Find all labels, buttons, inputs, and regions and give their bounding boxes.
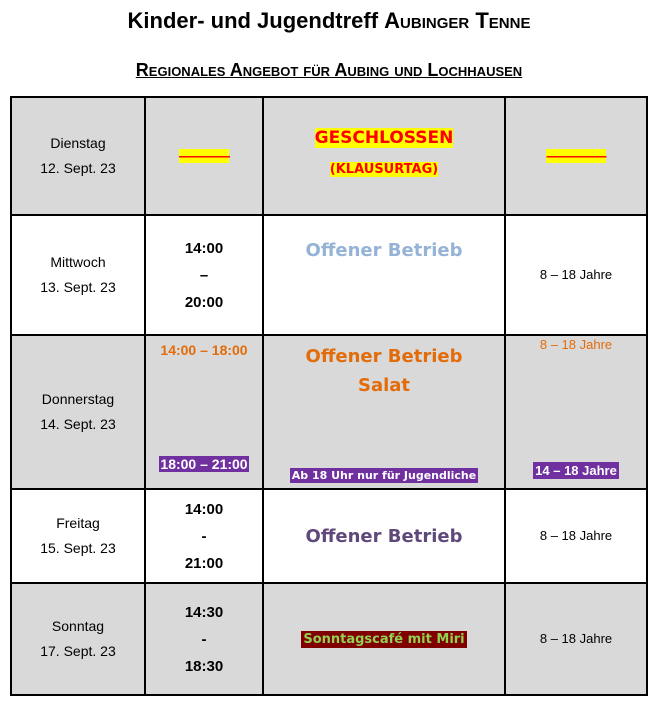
age-range: 8 – 18 Jahre bbox=[539, 631, 613, 646]
closed-label: GESCHLOSSEN bbox=[314, 128, 454, 148]
time-cell bbox=[145, 215, 263, 335]
time-youth: 18:00 – 21:00 bbox=[160, 456, 248, 472]
time-start: 14:00 bbox=[184, 239, 224, 257]
age-cell bbox=[505, 97, 647, 215]
table-row-sunday bbox=[11, 583, 647, 695]
schedule-table bbox=[10, 96, 648, 696]
age-cell bbox=[505, 583, 647, 695]
time-start: 14:00 bbox=[184, 500, 224, 518]
age-cell bbox=[505, 335, 647, 489]
program-extra: Salat bbox=[357, 375, 411, 396]
day-name: Freitag bbox=[56, 515, 100, 531]
title-part-2: Aubinger Tenne bbox=[384, 8, 531, 33]
program-cell bbox=[263, 489, 505, 583]
time-end: 18:30 bbox=[184, 657, 224, 675]
day-name: Dienstag bbox=[50, 135, 106, 151]
day-cell bbox=[11, 489, 145, 583]
table-row-tuesday bbox=[11, 97, 647, 215]
time-cell bbox=[145, 583, 263, 695]
program-label: Offener Betrieb bbox=[305, 346, 463, 367]
day-name: Mittwoch bbox=[50, 254, 106, 270]
day-date: 13. Sept. 23 bbox=[40, 279, 116, 295]
day-date: 14. Sept. 23 bbox=[40, 416, 116, 432]
time-end: 20:00 bbox=[184, 293, 224, 311]
day-cell bbox=[11, 215, 145, 335]
time-separator: - bbox=[201, 630, 207, 648]
age-youth: 14 – 18 Jahre bbox=[535, 463, 617, 478]
age-cell bbox=[505, 215, 647, 335]
day-cell bbox=[11, 97, 145, 215]
program-label: Offener Betrieb bbox=[305, 240, 463, 261]
age-placeholder: -------------------- bbox=[546, 149, 606, 163]
program-cell bbox=[263, 583, 505, 695]
title-part-1: Kinder- und Jugendtreff bbox=[127, 8, 385, 33]
time-placeholder: ----------------- bbox=[178, 149, 230, 163]
program-cell bbox=[263, 335, 505, 489]
day-name: Donnerstag bbox=[41, 391, 115, 407]
day-date: 15. Sept. 23 bbox=[40, 540, 116, 556]
table-row-thursday bbox=[11, 335, 647, 489]
age-range: 8 – 18 Jahre bbox=[539, 267, 613, 282]
time-end: 21:00 bbox=[184, 554, 224, 572]
time-cell bbox=[145, 335, 263, 489]
table-row-friday bbox=[11, 489, 647, 583]
program-cell bbox=[263, 97, 505, 215]
time-separator: - bbox=[201, 527, 207, 545]
program-cell bbox=[263, 215, 505, 335]
day-date: 17. Sept. 23 bbox=[40, 643, 116, 659]
program-label: Sonntagscafé mit Miri bbox=[303, 632, 465, 647]
age-cell bbox=[505, 489, 647, 583]
day-cell bbox=[11, 583, 145, 695]
time-separator: – bbox=[199, 266, 209, 284]
youth-note: Ab 18 Uhr nur für Jugendliche bbox=[291, 469, 477, 482]
time-cell bbox=[145, 489, 263, 583]
page-subtitle: Regionales Angebot für Aubing und Lochhausen bbox=[135, 60, 523, 80]
page-title bbox=[0, 8, 658, 34]
age-range: 8 – 18 Jahre bbox=[539, 528, 613, 543]
day-date: 12. Sept. 23 bbox=[40, 160, 116, 176]
day-cell bbox=[11, 335, 145, 489]
table-row-wednesday bbox=[11, 215, 647, 335]
day-name: Sonntag bbox=[51, 618, 105, 634]
time-start: 14:30 bbox=[184, 603, 224, 621]
time-main: 14:00 – 18:00 bbox=[160, 342, 248, 358]
age-range: 8 – 18 Jahre bbox=[539, 337, 613, 352]
time-cell bbox=[145, 97, 263, 215]
program-label: Offener Betrieb bbox=[305, 525, 463, 547]
closed-reason: (KLAUSURTAG) bbox=[329, 162, 439, 177]
